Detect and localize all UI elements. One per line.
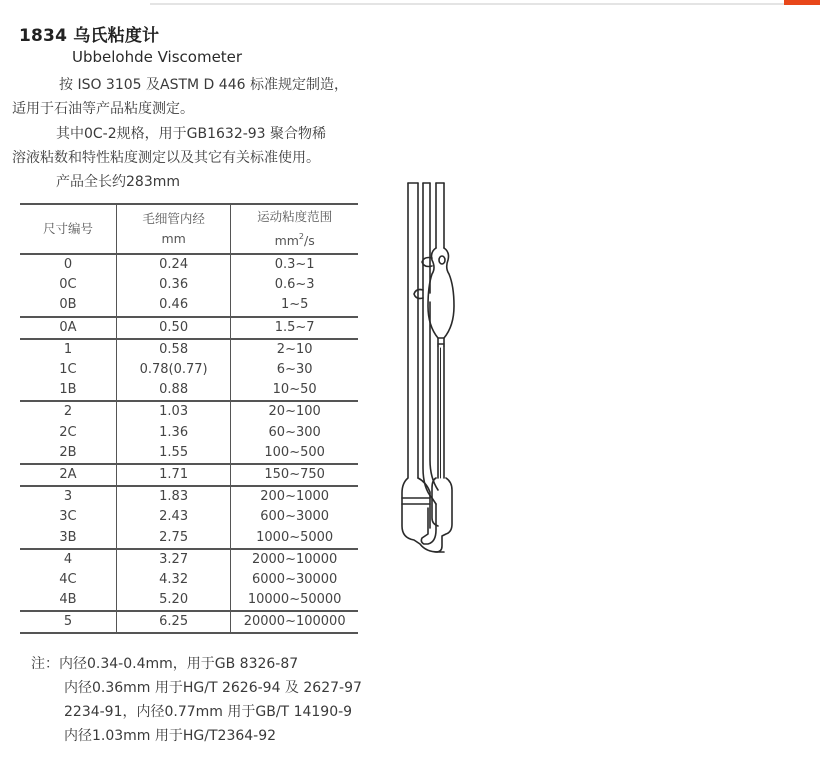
cell-diameter: 1.36 bbox=[116, 423, 230, 443]
header-range-label: 运动粘度范围 bbox=[257, 209, 333, 224]
header-diameter-unit: mm bbox=[161, 231, 186, 246]
cell-diameter: 1.55 bbox=[116, 443, 230, 464]
table-row bbox=[20, 486, 358, 507]
note-line-2: 内径0.36mm 用于HG/T 2626-94 及 2627-97 bbox=[64, 680, 362, 696]
description-line-1: 按 ISO 3105 及ASTM D 446 标准规定制造， bbox=[59, 77, 348, 93]
table-body bbox=[20, 254, 358, 633]
cell-size: 1C bbox=[59, 362, 77, 378]
note-line-4: 内径1.03mm 用于HG/T2364-92 bbox=[64, 728, 277, 744]
cell-size: 1 bbox=[63, 341, 73, 357]
table-row bbox=[20, 507, 358, 527]
cell-size: 0A bbox=[59, 319, 77, 335]
cell-diameter: 1.83 bbox=[116, 486, 230, 507]
table-header bbox=[20, 204, 358, 254]
top-divider bbox=[150, 3, 784, 5]
cell-range: 1.5~7 bbox=[231, 317, 358, 339]
cell-range: 1~5 bbox=[231, 295, 358, 316]
cell-size: 4C bbox=[59, 571, 77, 587]
cell-diameter: 1.71 bbox=[116, 464, 230, 486]
cell-diameter: 1.03 bbox=[116, 401, 230, 422]
cell-range: 2~10 bbox=[231, 339, 358, 360]
table-row bbox=[20, 590, 358, 611]
cell-size: 2B bbox=[59, 444, 77, 460]
table-row bbox=[20, 295, 358, 316]
notes-block bbox=[31, 652, 362, 748]
description-line-4: 溶液粘数和特性粘度测定以及其它有关标准使用。 bbox=[12, 150, 320, 166]
table-row bbox=[20, 549, 358, 570]
table-row bbox=[20, 570, 358, 590]
table-row bbox=[20, 254, 358, 275]
cell-size: 3B bbox=[59, 529, 77, 545]
table-row bbox=[20, 317, 358, 339]
cell-size: 1B bbox=[59, 382, 77, 398]
table-row bbox=[20, 339, 358, 360]
cell-range: 60~300 bbox=[231, 423, 358, 443]
cell-range: 100~500 bbox=[231, 443, 358, 464]
ubbelohde-viscometer-icon bbox=[392, 178, 472, 558]
cell-range: 10000~50000 bbox=[231, 590, 358, 611]
cell-diameter: 2.43 bbox=[116, 507, 230, 527]
cell-diameter: 0.78(0.77) bbox=[116, 360, 230, 380]
cell-range: 10~50 bbox=[231, 380, 358, 401]
cell-range: 0.6~3 bbox=[231, 275, 358, 295]
product-length: 产品全长约283mm bbox=[56, 174, 180, 190]
cell-range: 600~3000 bbox=[231, 507, 358, 527]
cell-size: 4B bbox=[59, 592, 77, 608]
table-row bbox=[20, 611, 358, 633]
cell-diameter: 0.58 bbox=[116, 339, 230, 360]
cell-size: 4 bbox=[63, 551, 73, 567]
cell-size: 0C bbox=[59, 277, 77, 293]
header-size bbox=[20, 204, 116, 254]
cell-range: 1000~5000 bbox=[231, 527, 358, 548]
page-title: 1834 乌氏粘度计 bbox=[19, 26, 160, 46]
unit-base: mm bbox=[274, 233, 299, 248]
spec-table bbox=[20, 203, 358, 634]
description-line-3: 其中0C-2规格，用于GB1632-93 聚合物稀 bbox=[56, 126, 327, 142]
cell-size: 3 bbox=[63, 489, 73, 505]
table-row bbox=[20, 401, 358, 422]
cell-range: 20000~100000 bbox=[231, 611, 358, 633]
cell-size: 2A bbox=[59, 466, 77, 482]
cell-diameter: 0.88 bbox=[116, 380, 230, 401]
unit-exponent: 2 bbox=[298, 232, 305, 241]
top-accent-bar bbox=[784, 0, 820, 5]
cell-size: 2 bbox=[63, 404, 73, 420]
cell-diameter: 2.75 bbox=[116, 527, 230, 548]
cell-diameter: 0.46 bbox=[116, 295, 230, 316]
cell-size: 0 bbox=[63, 257, 73, 273]
cell-range: 20~100 bbox=[231, 401, 358, 422]
cell-diameter: 5.20 bbox=[116, 590, 230, 611]
cell-range: 0.3~1 bbox=[231, 254, 358, 275]
header-diameter-label: 毛细管内经 bbox=[142, 211, 205, 226]
cell-diameter: 0.36 bbox=[116, 275, 230, 295]
page-subtitle: Ubbelohde Viscometer bbox=[72, 48, 243, 66]
table-row bbox=[20, 380, 358, 401]
table-row bbox=[20, 423, 358, 443]
table-row bbox=[20, 360, 358, 380]
cell-range: 6~30 bbox=[231, 360, 358, 380]
cell-range: 6000~30000 bbox=[231, 570, 358, 590]
table-row bbox=[20, 275, 358, 295]
cell-diameter: 6.25 bbox=[116, 611, 230, 633]
notes-label: 注： bbox=[31, 656, 59, 672]
cell-range: 200~1000 bbox=[231, 486, 358, 507]
description-line-2: 适用于石油等产品粘度测定。 bbox=[12, 101, 194, 117]
cell-diameter: 3.27 bbox=[116, 549, 230, 570]
header-range bbox=[231, 204, 358, 254]
cell-diameter: 0.24 bbox=[116, 254, 230, 275]
header-diameter bbox=[116, 204, 230, 254]
cell-range: 2000~10000 bbox=[231, 549, 358, 570]
cell-size: 3C bbox=[59, 509, 77, 525]
table-row bbox=[20, 527, 358, 548]
cell-diameter: 0.50 bbox=[116, 317, 230, 339]
table-row bbox=[20, 443, 358, 464]
cell-size: 2C bbox=[59, 424, 77, 440]
cell-size: 0B bbox=[59, 297, 77, 313]
note-line-3: 2234-91，内径0.77mm 用于GB/T 14190-9 bbox=[64, 704, 353, 720]
cell-range: 150~750 bbox=[231, 464, 358, 486]
note-text: 内径0.34-0.4mm，用于GB 8326-87 bbox=[59, 656, 299, 672]
table-row bbox=[20, 464, 358, 486]
header-range-unit bbox=[231, 227, 358, 251]
cell-diameter: 4.32 bbox=[116, 570, 230, 590]
cell-size: 5 bbox=[63, 614, 73, 630]
unit-tail: /s bbox=[304, 233, 315, 248]
header-size-label: 尺寸编号 bbox=[42, 221, 93, 236]
note-line-1 bbox=[31, 652, 362, 676]
